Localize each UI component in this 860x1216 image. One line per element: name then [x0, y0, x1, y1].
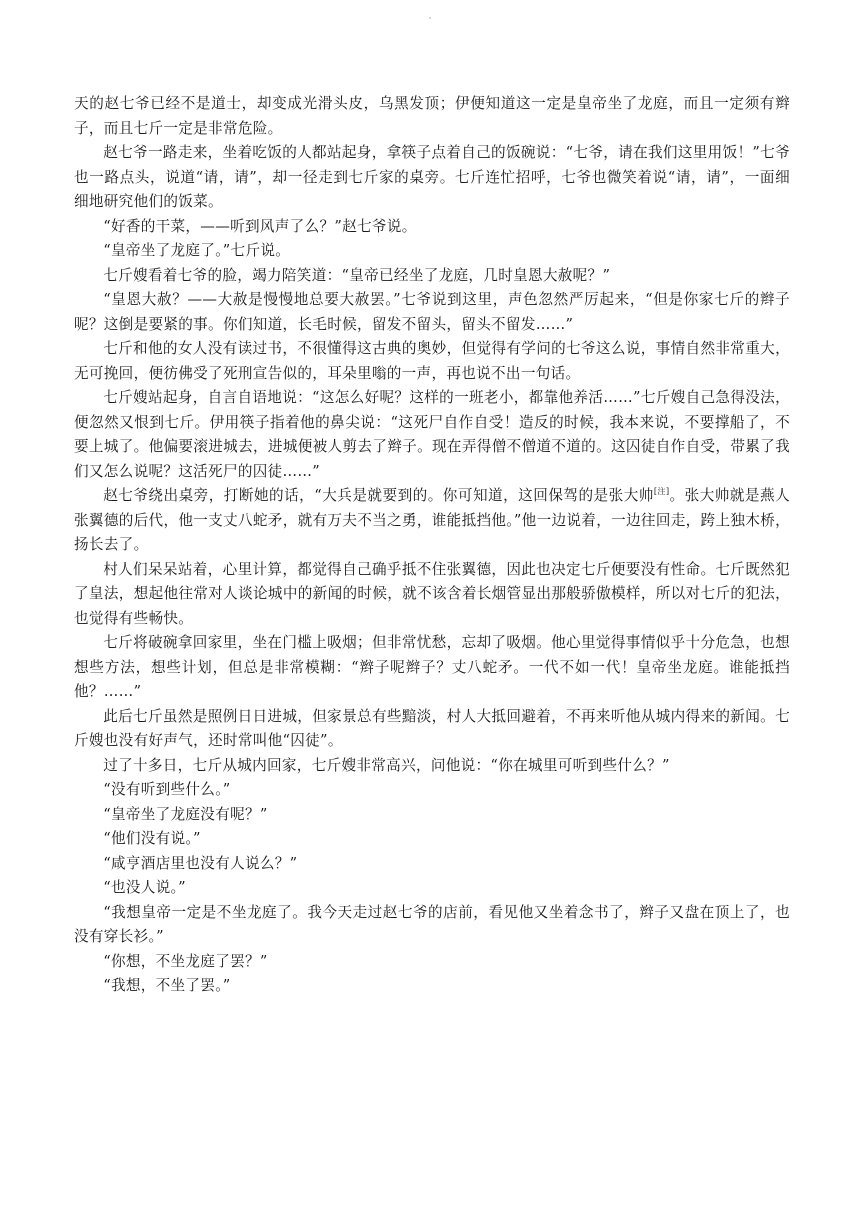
- paragraph-5: 七斤嫂看着七爷的脸，竭力陪笑道：“皇帝已经坐了龙庭，几时皇恩大赦呢？”: [103, 266, 611, 284]
- paragraph-15: “皇帝坐了龙庭没有呢？”: [103, 805, 268, 823]
- paragraph-19: “我想皇帝一定是不坐龙庭了。我今天走过赵七爷的店前，看见他又坐着念书了，辫子又盘在顶上了，也没有穿长衫。”: [74, 903, 790, 945]
- top-page-mark: ·: [428, 14, 432, 24]
- paragraph-11: 七斤将破碗拿回家里，坐在门槛上吸烟；但非常忧愁，忘却了吸烟。他心里觉得事情似乎十分危急，也想想些方法，想些计划，但总是非常模糊：“辫子呢辫子？丈八蛇矛。一代不如一代！皇帝坐龙庭。谁能抵挡他？……”: [74, 634, 790, 700]
- paragraph-21: “我想，不坐了罢。”: [103, 977, 231, 994]
- paragraph-7: 七斤和他的女人没有读过书，不很懂得这古典的奥妙，但觉得有学问的七爷这么说，事情自然非常重大，无可挽回，便彷佛受了死刑宣告似的，耳朵里嗡的一声，再也说不出一句话。: [74, 340, 790, 382]
- paragraph-1: 天的赵七爷已经不是道士，却变成光滑头皮，乌黑发顶；伊便知道这一定是皇帝坐了龙庭，而且一定须有辫子，而且七斤一定是非常危险。: [74, 95, 790, 137]
- paragraph-9: [74, 484, 790, 558]
- paragraph-18: “也没人说。”: [103, 879, 186, 896]
- paragraph-3: “好香的干菜，——听到风声了么？”赵七爷说。: [103, 217, 417, 235]
- paragraph-13: 过了十多日，七斤从城内回家，七斤嫂非常高兴，问他说：“你在城里可听到些什么？”: [103, 756, 670, 774]
- paragraph-20: “你想，不坐龙庭了罢？”: [103, 952, 268, 970]
- paragraph-6: “皇恩大赦？——大赦是慢慢地总要大赦罢。”七爷说到这里，声色忽然严厉起来，“但是你家七斤的辫子呢？这倒是要紧的事。你们知道，长毛时候，留发不留头，留头不留发……”: [74, 291, 790, 333]
- document-body: [74, 92, 790, 999]
- paragraph-10: 村人们呆呆站着，心里计算，都觉得自己确乎抵不住张翼德，因此也决定七斤便要没有性命。七斤既然犯了皇法，想起他往常对人谈论城中的新闻的时候，就不该含着长烟管显出那般骄傲模样，所以对七斤的犯法，也觉得有些畅快。: [74, 560, 790, 627]
- paragraph-16: “他们没有说。”: [103, 830, 201, 847]
- paragraph-17: “咸亨酒店里也没有人说么？”: [103, 854, 298, 872]
- paragraph-14: “没有听到些什么。”: [103, 781, 231, 798]
- paragraph-12: 此后七斤虽然是照例日日进城，但家景总有些黯淡，村人大抵回避着，不再来听他从城内得来的新闻。七斤嫂也没有好声气，还时常叫他“囚徒”。: [74, 707, 790, 749]
- footnote-marker: [注]: [653, 487, 670, 497]
- paragraph-8: 七斤嫂站起身，自言自语地说：“这怎么好呢？这样的一班老小，都靠他养活……”七斤嫂自己急得没法，便忽然又恨到七斤。伊用筷子指着他的鼻尖说：“这死尸自作自受！造反的时候，我本来说，不要撑船了，不要上城了。他偏要滚进城去，进城便被人剪去了辫子。现在弄得僧不僧道不道的。这囚徒自作自受，带累了我们又怎么说呢？这活死尸的囚徒……”: [74, 389, 790, 480]
- paragraph-9-text-before: 赵七爷绕出桌旁，打断她的话，“大兵是就要到的。你可知道，这回保驾的是张大帅: [103, 487, 654, 504]
- paragraph-4: “皇帝坐了龙庭了。”七斤说。: [103, 242, 291, 259]
- paragraph-2: 赵七爷一路走来，坐着吃饭的人都站起身，拿筷子点着自己的饭碗说：“七爷，请在我们这里用饭！”七爷也一路点头，说道“请，请”，却一径走到七斤家的桌旁。七斤连忙招呼，七爷也微笑着说“请，请”，一面细细地研究他们的饭菜。: [74, 144, 790, 210]
- paragraph-9-text-after: 。张大帅就是燕人张翼德的后代，他一支丈八蛇矛，就有万夫不当之勇，谁能抵挡他。”他一边说着，一边往回走，跨上独木桥，扬长去了。: [74, 487, 790, 553]
